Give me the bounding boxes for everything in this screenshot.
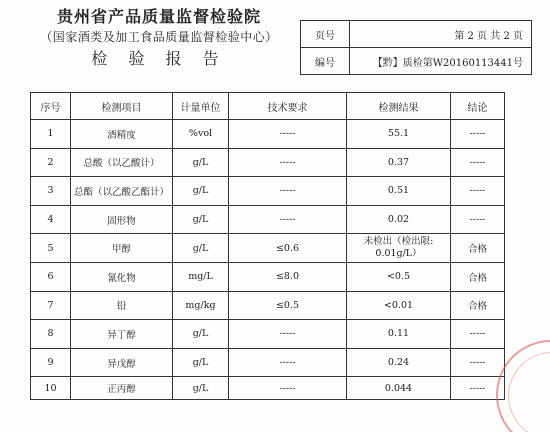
result-line-1: 未检出（检出限: <box>363 236 434 248</box>
cell-unit: g/L <box>173 205 229 234</box>
cell-verdict: ----- <box>451 120 505 149</box>
table-row <box>31 205 505 234</box>
number-value: 【黔】质检第W20160113441号 <box>350 48 532 75</box>
cell-no: 5 <box>31 234 71 263</box>
table-row <box>31 348 505 377</box>
cell-result: 0.51 <box>347 177 451 206</box>
table-row <box>31 120 505 149</box>
page-row <box>301 21 532 48</box>
table-row <box>31 177 505 206</box>
cell-requirement: ----- <box>229 320 347 349</box>
cell-item: 甲醇 <box>71 234 173 263</box>
cell-item: 氰化物 <box>71 262 173 291</box>
cell-requirement: ≤8.0 <box>229 262 347 291</box>
cell-no: 9 <box>31 348 71 377</box>
cell-verdict: 合格 <box>451 262 505 291</box>
cell-item: 固形物 <box>71 205 173 234</box>
cell-no: 8 <box>31 320 71 349</box>
cell-requirement: ≤0.6 <box>229 234 347 263</box>
cell-unit: g/L <box>173 234 229 263</box>
page-label: 页号 <box>301 21 350 48</box>
cell-verdict: 合格 <box>451 234 505 263</box>
cell-verdict: ----- <box>451 348 505 377</box>
cell-unit: g/L <box>173 177 229 206</box>
number-row <box>301 48 532 75</box>
cell-item: 总酯（以乙酸乙酯计） <box>71 177 173 206</box>
cell-verdict: ----- <box>451 320 505 349</box>
cell-item: 异丁醇 <box>71 320 173 349</box>
cell-unit: mg/kg <box>173 291 229 320</box>
cell-result <box>347 234 451 263</box>
table-header-row <box>31 93 505 120</box>
cell-requirement: ----- <box>229 120 347 149</box>
cell-no: 4 <box>31 205 71 234</box>
cell-result: 0.044 <box>347 377 451 400</box>
cell-requirement: ----- <box>229 148 347 177</box>
cell-verdict: ----- <box>451 148 505 177</box>
cell-requirement: ----- <box>229 377 347 400</box>
cell-result: 0.24 <box>347 348 451 377</box>
cell-no: 1 <box>31 120 71 149</box>
cell-unit: %vol <box>173 120 229 149</box>
cell-item: 正丙醇 <box>71 377 173 400</box>
cell-verdict: ----- <box>451 377 505 400</box>
cell-requirement: ----- <box>229 205 347 234</box>
cell-no: 6 <box>31 262 71 291</box>
cell-item: 铅 <box>71 291 173 320</box>
table-row <box>31 291 505 320</box>
cell-verdict: 合格 <box>451 291 505 320</box>
col-header-no: 序号 <box>31 93 71 120</box>
cell-verdict: ----- <box>451 177 505 206</box>
institute-title: 贵州省产品质量监督检验院 <box>56 7 261 26</box>
col-header-unit: 计量单位 <box>173 93 229 120</box>
report-meta-box <box>300 20 532 75</box>
cell-no: 7 <box>31 291 71 320</box>
cell-no: 2 <box>31 148 71 177</box>
report-title: 检 验 报 告 <box>91 49 227 68</box>
table-row <box>31 377 505 400</box>
result-line-2: 0.01g/L） <box>375 248 422 260</box>
institute-subtitle: （国家酒类及加工食品质量监督检验中心） <box>40 30 278 44</box>
cell-requirement: ----- <box>229 348 347 377</box>
cell-result: 0.02 <box>347 205 451 234</box>
cell-verdict: ----- <box>451 205 505 234</box>
table-row <box>31 148 505 177</box>
cell-unit: g/L <box>173 148 229 177</box>
cell-result: <0.5 <box>347 262 451 291</box>
col-header-result: 检测结果 <box>347 93 451 120</box>
cell-result: 0.37 <box>347 148 451 177</box>
table-row <box>31 262 505 291</box>
cell-item: 异戊醇 <box>71 348 173 377</box>
cell-item: 总酸（以乙酸计） <box>71 148 173 177</box>
col-header-verdict: 结论 <box>451 93 505 120</box>
table-row <box>31 320 505 349</box>
cell-result: <0.01 <box>347 291 451 320</box>
cell-unit: g/L <box>173 348 229 377</box>
cell-unit: g/L <box>173 320 229 349</box>
red-seal-inner-ring <box>508 352 550 432</box>
col-header-requirement: 技术要求 <box>229 93 347 120</box>
cell-requirement: ≤0.5 <box>229 291 347 320</box>
cell-unit: mg/L <box>173 262 229 291</box>
col-header-item: 检测项目 <box>71 93 173 120</box>
cell-result: 55.1 <box>347 120 451 149</box>
cell-no: 3 <box>31 177 71 206</box>
number-label: 编号 <box>301 48 350 75</box>
cell-requirement: ----- <box>229 177 347 206</box>
cell-unit: g/L <box>173 377 229 400</box>
cell-item: 酒精度 <box>71 120 173 149</box>
table-row <box>31 234 505 263</box>
cell-result: 0.11 <box>347 320 451 349</box>
report-header <box>18 6 300 70</box>
page-value: 第 2 页 共 2 页 <box>350 21 532 48</box>
cell-no: 10 <box>31 377 71 400</box>
test-results-table <box>30 92 505 400</box>
